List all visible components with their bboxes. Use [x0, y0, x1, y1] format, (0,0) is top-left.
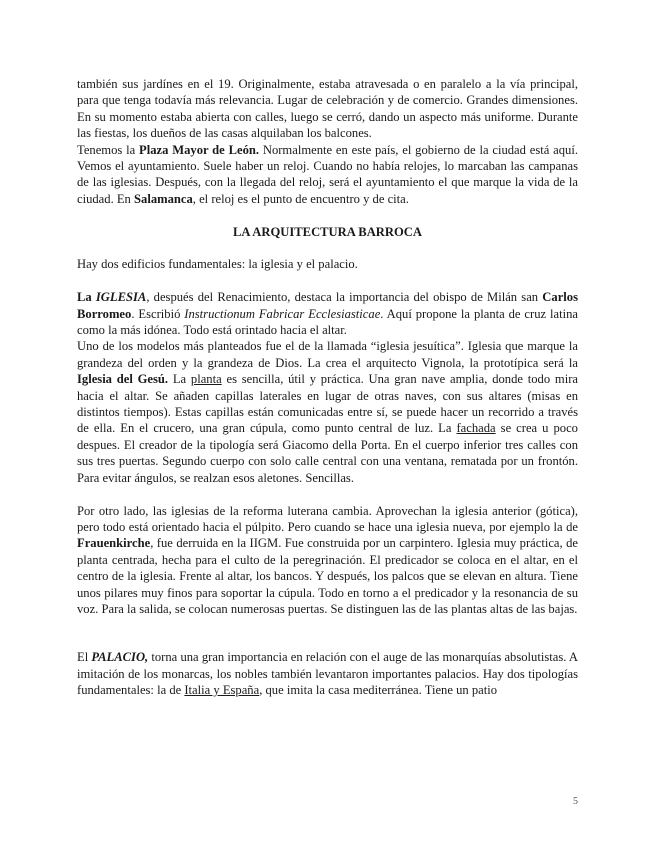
- paragraph-plaza: también sus jardínes en el 19. Originalmente, estaba atravesada o en paralelo a la vía principal, para que tenga todavía más relevancia. Lugar de celebración y de comercio. Grandes dimensiones. En su momento estaba abierta con calles, luego se cerró, dando un aspecto más uniforme. Durante las fiestas, los dueños de las casas alquilaban los balcones.: [77, 77, 578, 141]
- intro-paragraph: Hay dos edificios fundamentales: la iglesia y el palacio.: [77, 257, 358, 272]
- plaza-mayor-leon: Plaza Mayor de León.: [139, 142, 260, 157]
- paragraph-luterana: Por otro lado, las iglesias de la reforma luterana cambia. Aprovechan la iglesia anterior (gótica), pero todo está orientado hacia el púlpito. Pero cuando se hace una iglesia nueva, por ejemplo la de Frauenkirche, fue derruida en la IIGM. Fue construida por un carpintero. Iglesia muy práctica, de planta centrada, hecha para el culto de la peregrinación. El predicador se coloca en el altar, en el centro de la iglesia. Frente al altar, los bancos. Y después, los palcos que se elevan en altura. Tiene unos pilares muy finos para soportar la cúpula. Todo en torno a el predicador y la resonancia de su voz. Para la salida, se colocan numerosas puertas. Se distinguen las de las plantas altas de las bajas.: [77, 503, 578, 616]
- fachada-term: fachada: [456, 421, 496, 436]
- section-heading: LA ARQUITECTURA BARROCA: [233, 224, 422, 239]
- page-number: 5: [573, 796, 578, 807]
- frauenkirche: Frauenkirche: [77, 536, 151, 551]
- paragraph-iglesia: La IGLESIA, después del Renacimiento, destaca la importancia del obispo de Milán san Carlos Borromeo. Escribió Instructionum Fabricar Ecclesiasticae. Aquí propone la planta de cruz latina como la más idónea. Todo está orintado hacia el altar.: [77, 290, 578, 338]
- document-page: [77, 76, 578, 699]
- palacio-term: PALACIO,: [91, 650, 149, 665]
- iglesia-gesu: Iglesia del Gesú.: [77, 372, 169, 387]
- paragraph-jesuitica: Uno de los modelos más planteados fue el de la llamada “iglesia jesuítica”. Iglesia que marque la grandeza del orden y la grandeza de Dios. La crea el arquitecto Vignola, la prototípica será la Iglesia del Gesú. La planta es sencilla, útil y práctica. Una gran nave amplia, donde todo mira hacia el altar. Se añaden capillas laterales en lugar de otras naves, con sus altares (misas en distintos tiempos). Estas capillas están comunicadas entre sí, se puede hacer un recorrido a través de ella. En el crucero, una gran cúpula, como punto central de luz. La fachada se crea u poco despues. El creador de la tipología será Giacomo della Porta. En el cuerpo inferior tres calles con sus tres puertas. Segundo cuerpo con solo calle central con una ventana, rematada por un frontón. Para evitar ángulos, se realzan esos aletones. Sencillas.: [77, 339, 578, 485]
- italia-espana: Italia y España: [184, 683, 260, 698]
- paragraph-palacio: El PALACIO, torna una gran importancia en relación con el auge de las monarquías absolutistas. A imitación de los monarcas, los nobles también levantaron importantes palacios. Hay dos tipologías fundamentales: la de Italia y España, que imita la casa mediterránea. Tiene un patio: [77, 650, 578, 698]
- iglesia-term: IGLESIA: [95, 290, 147, 305]
- book-title: Instructionum Fabricar Ecclesiasticae: [184, 306, 381, 321]
- carlos-borromeo: Carlos Borromeo: [77, 290, 578, 321]
- paragraph-plaza-mayor: Tenemos la Plaza Mayor de León. Normalmente en este país, el gobierno de la ciudad está aquí. Vemos el ayuntamiento. Suele haber un reloj. Cuando no había relojes, lo marcaban las campanas de las iglesias. Después, con la llegada del reloj, será el ayuntamiento el que marque la vida de la ciudad. En Salamanca, el reloj es el punto de encuentro y de cita.: [77, 142, 578, 206]
- salamanca: Salamanca: [134, 191, 193, 206]
- planta-term: planta: [190, 372, 222, 387]
